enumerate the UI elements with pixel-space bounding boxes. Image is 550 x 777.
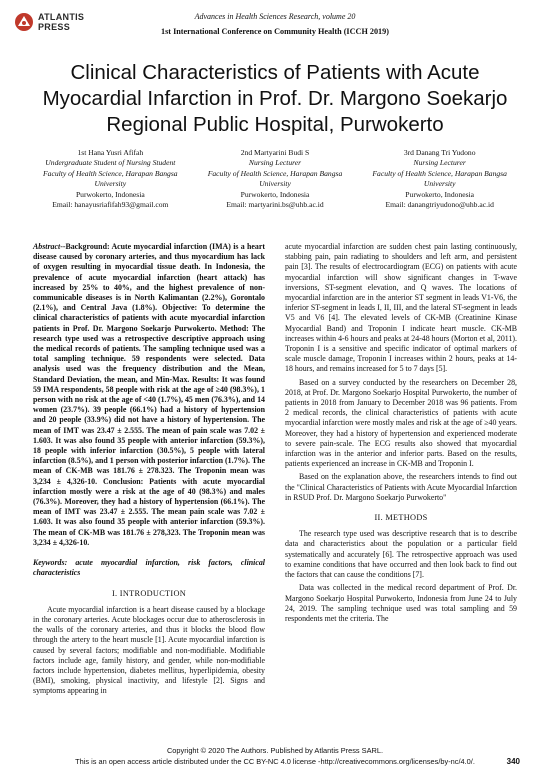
author-1 (28, 148, 193, 210)
body-paragraph: acute myocardial infarction are sudden chest pain lasting continuously, stabbing pain, pain radiating to shoulders and left arm, and persistent pain [3]. The results of electrocardiogram (ECG) on patients with acute myocardial infarction will show significant changes in T-wave inversions, ST-segment elevation, and Q waves. The locations of myocardial infarction are in the anterior ST segment in leads V1-V6, the inferior ST-segment in leads I, II, III, and the lateral ST-segment in leads V5 and V6 [4]. The elevated levels of CK-MB (Creatinine Kinase Myocardial Band) and Troponin I indicate heart muscle. CK-MB increases within 4-6 hours and peaks at 24-48 hours (Morton et al, 2011). Troponin I is a sensitive and specific indicator of optimal markers of scale muscle damage, Troponin I increases within 2 hours, peaks at 14-18 hours, and remains increased for 5 to 7 days [5]. (285, 242, 517, 374)
introduction-paragraph: Acute myocardial infarction is a heart disease caused by a blockage in the coronary arteries. Acute blockages occur due to atherosclerosis in the walls of the coronary arteries, and thus it blocks the blood flow through the artery to the heart muscle [1]. Acute myocardial infarction is caused by several factors; modifiable and non-modifiable. Modifiable factors include age, family history, and gender, while non-modifiable factors include hypertension, diabetes mellitus, hyperlipidemia, obesity (BMI), smoking, physical inactivity, and lifestyle [2]. Signs and symptoms appearing in (33, 604, 265, 696)
left-column (33, 242, 265, 700)
author-affiliation: Faculty of Health Science, Harapan Bangsa University (43, 168, 178, 189)
author-3 (357, 148, 522, 210)
author-email[interactable]: Email: hanayusriafifah93@gmail.com (52, 200, 169, 210)
author-city: Purwokerto, Indonesia (75, 189, 145, 199)
author-role: Nursing Lecturer (413, 158, 466, 168)
journal-name: Advances in Health Sciences Research, volume 20 (194, 12, 356, 21)
copyright-line: Copyright © 2020 The Authors. Published by Atlantis Press SARL. (166, 746, 384, 755)
author-affiliation: Faculty of Health Science, Harapan Bangsa University (207, 168, 343, 189)
author-name: 1st Hana Yusri Afifah (77, 148, 144, 157)
abstract (33, 242, 265, 548)
author-role: Nursing Lecturer (248, 158, 302, 168)
page-number: 340 (506, 757, 520, 766)
abstract-text: --Background: Acute myocardial infarction (IMA) is a heart disease caused by coronary arteries, and thus myocardium has lack of oxygen resulting in myocardial tissue death. In Indonesia, the prevalence of acute myocardial infarction (heart attack) has increased by 25% to 40%, and the highest prevalence of non-communicable diseases is in North Kalimantan (2.2%), Gorontalo (2.1%), and Central Java (1.8%). Objective: To determine the clinical characteristics of patients with acute myocardial infarction patients in Prof. Dr. Margono Soekarjo Purwokerto. Method: The research type used was a retrospective descriptive approach using the medical records of patients. The sampling technique used was a total sampling technique. 59 respondents were selected. Data analysis used was the frequency distribution and the Mean, Standard Deviation, the mean, and Min-Max. Results: It was found 59 IMA respondents, 58 people with risk at the age of ≥40 (98.3%), 1 person with no risk at the age of <40 (1.7%), 45 men (76.3%), and 14 women (23.7%). 39 people (66.1%) had a history of hypertension and 20 people (33.9%) did not have a history of hypertension. The mean of IMT was 23.47 ± 2.555. The mean of pain scale was 7.02 ± 1.603. It was also found 35 people with anterior infarction (59.3%), 18 people with inferior infarction (30.5%), 5 people with lateral infarction (8.5%), and 1 person with posterior infarction (1.7%). The mean of CK-MB was 181.76 ± 278.323. The Troponin mean was 3,234 ± 4,326-10. Conclusion: Patients with acute myocardial infarction mostly were a risk at the age of 40 (98.3%) and males (76.3%). Moreover, they had a history of hypertension (66.1%). The mean of IMT was 23.47 ± 2.555. The mean pain scale was 7.02 ± 1.603. It was also found 35 people with anterior infarction (59.3%). The mean of CK-MB was 181.76 ± 278,323. The Troponin mean was 3,234 ± 4,326-10. (33, 242, 265, 547)
author-name: 2nd Martyarini Budi S (240, 148, 310, 157)
author-email[interactable]: Email: martyarini.bs@uhb.ac.id (226, 200, 324, 210)
author-city: Purwokerto, Indonesia (240, 189, 310, 199)
author-2 (193, 148, 358, 210)
paper-title: Clinical Characteristics of Patients with Acute Myocardial Infarction in Prof. Dr. Margono Soekarjo Regional Public Hospital, Purwokerto (42, 61, 508, 136)
author-name: 3rd Danang Tri Yudono (403, 148, 476, 157)
logo-text: ATLANTIS PRESS (38, 12, 85, 32)
author-affiliation: Faculty of Health Science, Harapan Bangsa University (372, 168, 507, 189)
methods-paragraph: Data was collected in the medical record department of Prof. Dr. Margono Soekarjo Hospital Purwokerto, Indonesia from June 24 to July 24, 2019. The sampling technique used was total sampling and 59 respondents met the criteria. The (285, 583, 517, 623)
author-block (28, 148, 522, 210)
abstract-lead: Abstract (33, 242, 61, 251)
body-paragraph: Based on the explanation above, the researchers intends to find out the "Clinical Characteristics of Patients with Acute Myocardial Infarction in RSUD Prof. Dr. Margono Soekarjo Purwokerto" (285, 472, 517, 502)
methods-heading: II. METHODS (374, 513, 428, 523)
keywords: Keywords: acute myocardial infarction, risk factors, clinical characteristics (33, 558, 265, 578)
methods-paragraph: The research type used was descriptive research that is to describe data and characteristics about the population or a particular field systematically and accurately [6]. The retrospective approach was used to examine conditions that have occurred and then look back to find out the factors that can cause the conditions [7]. (285, 529, 517, 580)
body-paragraph: Based on a survey conducted by the researchers on December 28, 2018, at Prof. Dr. Margono Soekarjo Hospital Purwokerto, the number of patients in 2018 from January to December 2018 was 96 patients. From 2 medical records, the clinical characteristics of patients with acute myocardial infarction were mostly males and risk at the age of ≥40 years. Moreover, they had a history of hypertension and experienced moderate to severe pain-scale. The ECG results also showed that myocardial infarction was in the anterior and inferior parts. Based on the results, patients experienced an increase in CK-MB and Troponin I. (285, 377, 517, 469)
introduction-heading: I. INTRODUCTION (111, 588, 187, 598)
conference-name: 1st International Conference on Community Health (ICCH 2019) (161, 27, 389, 36)
author-role: Undergraduate Student of Nursing Student (45, 158, 176, 168)
author-city: Purwokerto, Indonesia (405, 189, 475, 199)
license-line[interactable]: This is an open access article distributed under the CC BY-NC 4.0 license -http://creativecommons.org/licenses/by-nc/4.0/. (75, 757, 475, 766)
author-email[interactable]: Email: danangtriyudono@uhb.ac.id (385, 200, 494, 210)
right-column (285, 242, 517, 627)
